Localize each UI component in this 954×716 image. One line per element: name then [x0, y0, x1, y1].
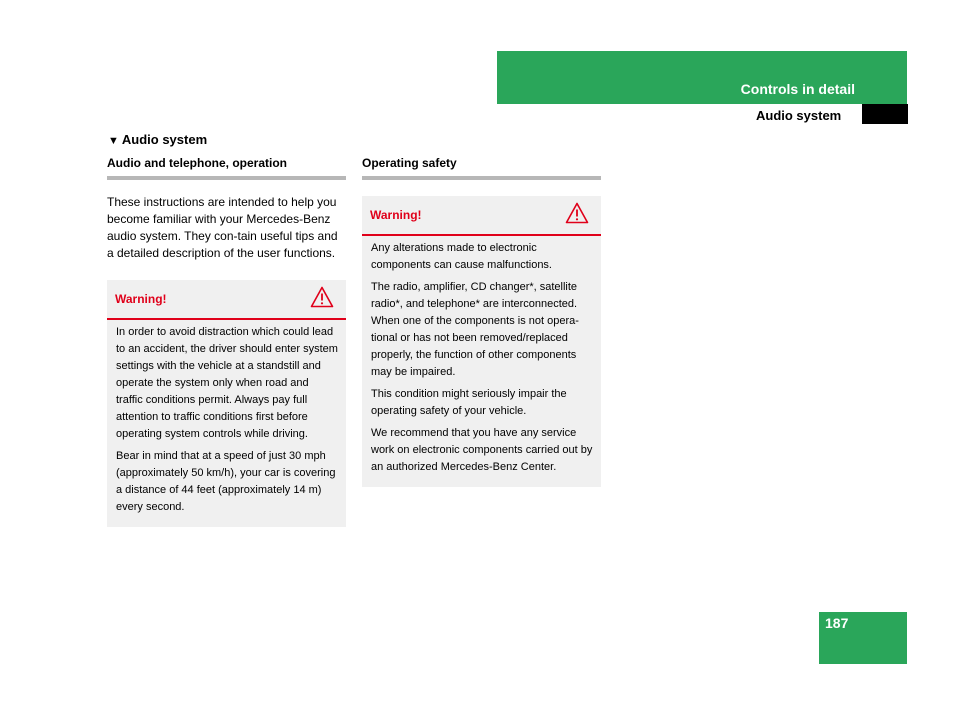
- warning-body: [362, 236, 601, 487]
- warning-paragraph: We recommend that you have any service work on electronic components carried out by an authorized Mercedes-Benz Center.: [371, 427, 593, 473]
- warning-paragraph: Bear in mind that at a speed of just 30 mph (approximately 50 km/h), your car is covering a distance of 44 feet (approximately 14 m) every second.: [116, 450, 336, 513]
- section-heading: [108, 132, 207, 147]
- section-heading-text: Audio system: [121, 132, 208, 147]
- triangle-down-icon: ▼: [108, 135, 119, 147]
- warning-label: Warning!: [370, 208, 422, 222]
- warning-box: [362, 196, 601, 487]
- section-tab-label: Audio system: [756, 108, 842, 123]
- page-number-box: [819, 612, 907, 664]
- intro-paragraph: These instructions are intended to help you become familiar with your Mercedes-Benz audio system. They con-tain useful tips and a detailed description of the user functions.: [107, 195, 338, 260]
- warning-box: [107, 280, 346, 527]
- warning-body: [107, 320, 346, 527]
- section-tab-marker: [862, 104, 908, 124]
- warning-paragraph: The radio, amplifier, CD changer*, satellite radio*, and telephone* are interconnected. When one of the components is not opera-tional or has not been removed/replaced properly, the function of other components may be impaired.: [371, 281, 579, 378]
- right-column: [362, 156, 601, 487]
- warning-header: [107, 280, 346, 320]
- header-band: [497, 51, 907, 104]
- subheading-operating-safety: Operating safety: [362, 156, 601, 180]
- left-column: [107, 156, 346, 527]
- warning-paragraph: Any alterations made to electronic components can cause malfunctions.: [371, 242, 552, 271]
- warning-triangle-icon: [565, 202, 589, 224]
- warning-header: [362, 196, 601, 236]
- subheading-audio-telephone: Audio and telephone, operation: [107, 156, 346, 180]
- page-number: 187: [825, 615, 849, 631]
- chapter-title: Controls in detail: [740, 81, 855, 97]
- warning-triangle-icon: [310, 286, 334, 308]
- warning-paragraph: In order to avoid distraction which could lead to an accident, the driver should enter system settings with the vehicle at a standstill and operate the system only when road and traffic conditions permit. Always pay full attention to traffic conditions first before operating system controls while driving.: [116, 326, 338, 440]
- warning-paragraph: This condition might seriously impair the operating safety of your vehicle.: [371, 388, 567, 417]
- warning-label: Warning!: [115, 292, 167, 306]
